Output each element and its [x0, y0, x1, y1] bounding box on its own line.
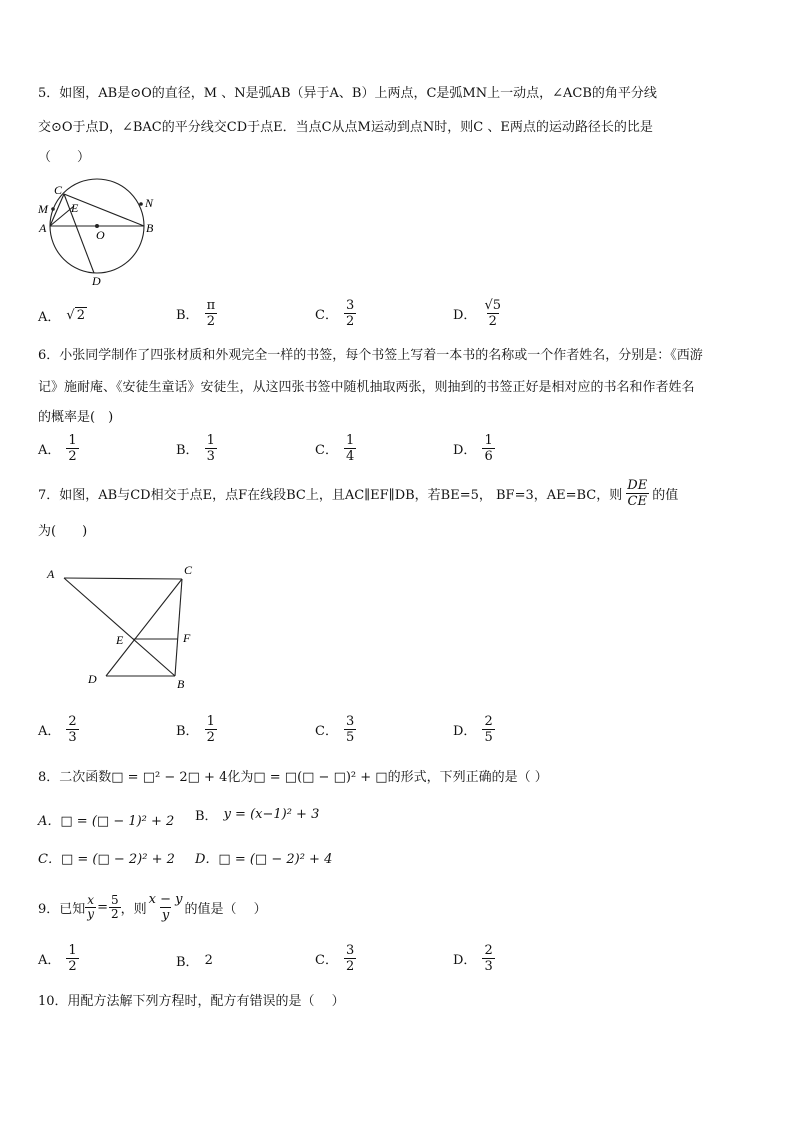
q7-line1: 7．如图，AB与CD相交于点E，点F在线段BC上，且AC∥EF∥DB，若BE=5， BF=3，AE=BC，则 $\frac{DE}{CE}$ 的值 — [38, 478, 679, 509]
label-m: M — [38, 202, 48, 216]
ratio-de-ce: $\frac{DE}{CE}$ — [627, 478, 648, 509]
label-e: E — [116, 633, 124, 647]
fraction: $\frac{1}{6}$ — [484, 433, 493, 464]
segment-ab — [64, 578, 175, 676]
fraction: $\frac{1}{2}$ — [68, 943, 77, 974]
label-f: F — [183, 631, 191, 645]
fraction: $\frac{\pi}{2}$ — [206, 298, 216, 329]
q9-option-d[interactable]: D． $\frac{2}{3}$ — [453, 943, 493, 974]
fraction: $\frac{1}{2}$ — [68, 433, 77, 464]
label-o: O — [96, 228, 105, 242]
q6-option-d[interactable]: D． $\frac{1}{6}$ — [453, 433, 493, 464]
label-b: B — [177, 677, 185, 691]
q5-option-d[interactable]: D． $\frac{√5}{2}$ — [453, 298, 501, 329]
point-m — [51, 207, 55, 211]
q5-option-c[interactable]: C． $\frac{3}{2}$ — [315, 298, 355, 329]
q6-option-b[interactable]: B． $\frac{1}{3}$ — [176, 433, 215, 464]
q9-option-b[interactable]: B． 2 — [176, 953, 213, 970]
label-c: C — [184, 563, 193, 577]
segment-cd — [64, 194, 94, 273]
sqrt-expression: √ 2 — [66, 308, 85, 323]
fraction: $\frac{1}{2}$ — [206, 714, 215, 745]
q7-option-b[interactable]: B． $\frac{1}{2}$ — [176, 714, 215, 745]
q5-option-a[interactable]: A． √ 2 — [38, 308, 85, 325]
q7-option-d[interactable]: D． $\frac{2}{5}$ — [453, 714, 493, 745]
label-a: A — [39, 221, 47, 235]
fraction: $\frac{3}{2}$ — [345, 943, 355, 974]
q10-line1: 10．用配方法解下列方程时，配方有错误的是（ ） — [38, 994, 345, 1009]
point-n — [139, 202, 143, 206]
q7-line2: 为( ) — [38, 524, 88, 539]
q5-line1: 5．如图，AB是⊙O的直径，M 、N是弧AB（异于A、B）上两点，C是弧MN上一动点，∠ACB的角平分线 — [38, 86, 657, 101]
q6-line2: 记》施耐庵、《安徒生童话》安徒生，从这四张书签中随机抽取两张，则抽到的书签正好是相对应的书名和作者姓名 — [38, 380, 695, 395]
fraction-xmy-over-y: $\frac{x - y}{y}$ — [148, 892, 183, 923]
fraction-5-over-2: $\frac{5}{2}$ — [110, 893, 119, 921]
q6-line3: 的概率是( ) — [38, 410, 114, 425]
fraction: $\frac{2}{5}$ — [484, 714, 493, 745]
q8-line1: 8．二次函数□ = □² − 2□ + 4化为□ = □(□ − □)² + □的形式，下列正确的是（ ） — [38, 770, 548, 785]
fraction: $\frac{1}{4}$ — [345, 433, 355, 464]
q6-option-c[interactable]: C． $\frac{1}{4}$ — [315, 433, 355, 464]
label-c: C — [54, 183, 63, 197]
segment-ac — [64, 578, 182, 579]
q5-line2: 交⊙O于点D，∠BAC的平分线交CD于点E．当点C从点M运动到点N时，则C 、E两点的运动路径长的比是 — [38, 120, 653, 135]
q9-option-c[interactable]: C． $\frac{3}{2}$ — [315, 943, 355, 974]
q5-option-b[interactable]: B． $\frac{\pi}{2}$ — [176, 298, 216, 329]
fraction-x-over-y: $\frac{x}{y}$ — [87, 893, 95, 921]
segment-cb — [175, 579, 182, 676]
fraction: $\frac{2}{3}$ — [68, 714, 77, 745]
q8-option-c[interactable]: C．□ = (□ − 2)² + 2 — [38, 852, 175, 867]
q7-triangle-figure — [40, 560, 210, 695]
q6-line1: 6．小张同学制作了四张材质和外观完全一样的书签，每个书签上写着一本书的名称或一个作者姓名，分别是：《西游 — [38, 348, 703, 363]
fraction: $\frac{3}{2}$ — [345, 298, 355, 329]
q7-option-c[interactable]: C． $\frac{3}{5}$ — [315, 714, 355, 745]
fraction: $\frac{√5}{2}$ — [484, 298, 501, 329]
segment-cd — [106, 579, 182, 676]
label-d: D — [88, 672, 97, 686]
label-d: D — [92, 274, 101, 288]
q8-option-b[interactable]: B． y = (x−1)² + 3 — [195, 807, 320, 824]
fraction: $\frac{2}{3}$ — [484, 943, 493, 974]
q8-option-d[interactable]: D．□ = (□ − 2)² + 4 — [195, 852, 333, 867]
q8-option-a[interactable]: A．□ = (□ − 1)² + 2 — [38, 814, 175, 829]
fraction: $\frac{1}{3}$ — [206, 433, 215, 464]
label-b: B — [146, 221, 154, 235]
q5-line3: （ ） — [38, 150, 91, 165]
q7-option-a[interactable]: A． $\frac{2}{3}$ — [38, 714, 77, 745]
q5-circle-figure — [34, 172, 164, 290]
label-e: E — [71, 201, 79, 215]
fraction: $\frac{3}{5}$ — [345, 714, 355, 745]
q9-option-a[interactable]: A． $\frac{1}{2}$ — [38, 943, 77, 974]
label-a: A — [47, 567, 55, 581]
q9-line1: 9．已知 $\frac{x}{y}$ = $\frac{5}{2}$ ，则 $\frac{x - y}{y}$ 的值是（ ） — [38, 892, 267, 923]
label-n: N — [145, 196, 154, 210]
q6-option-a[interactable]: A． $\frac{1}{2}$ — [38, 433, 77, 464]
